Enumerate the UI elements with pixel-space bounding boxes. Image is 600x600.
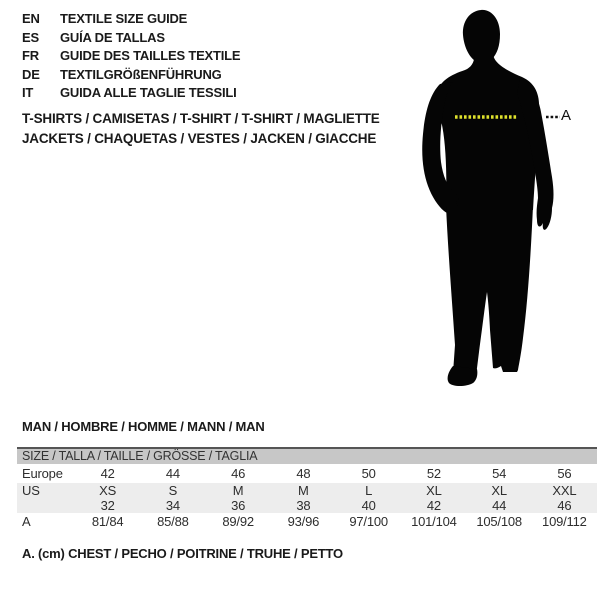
table-row-us [17, 483, 597, 498]
table-row-numeric [17, 498, 597, 513]
row-label: A [22, 513, 31, 529]
table-cell: 89/92 [222, 513, 254, 529]
table-cell: L [365, 483, 373, 498]
language-code: DE [22, 66, 40, 82]
table-cell: 44 [165, 466, 180, 481]
table-cell: M [232, 483, 244, 498]
language-row-en [22, 10, 240, 29]
language-row-de [22, 66, 240, 85]
language-row-it [22, 84, 240, 103]
table-cell: S [168, 483, 178, 498]
size-table [17, 447, 597, 529]
table-cell: 105/108 [476, 513, 522, 529]
category-jackets: JACKETS / CHAQUETAS / VESTES / JACKEN / GIACCHE [22, 131, 377, 146]
table-cell: 101/104 [411, 513, 457, 529]
table-cell: 50 [361, 466, 376, 481]
language-code: ES [22, 29, 39, 45]
table-cell: M [298, 483, 309, 498]
table-cell: 48 [296, 466, 311, 481]
language-code: IT [22, 85, 34, 100]
table-cell: XL [491, 483, 507, 498]
table-cell: XL [426, 483, 442, 498]
table-cell: 109/112 [542, 513, 587, 529]
language-label: GUIDA ALLE TAGLIE TESSILI [60, 85, 237, 100]
category-list [22, 109, 380, 149]
section-title-man: MAN / HOMBRE / HOMME / MANN / MAN [22, 419, 265, 434]
language-label: GUIDE DES TAILLES TEXTILE [60, 48, 241, 63]
language-label: GUÍA DE TALLAS [60, 29, 165, 45]
table-cell: 93/96 [287, 513, 320, 529]
table-cell: 97/100 [349, 513, 388, 529]
table-cell: XS [99, 483, 117, 498]
measure-a-label: A [561, 107, 572, 124]
size-table-header: SIZE / TALLA / TAILLE / GRÖSSE / TAGLIA [17, 449, 597, 464]
table-cell: 81/84 [91, 513, 124, 529]
man-body-shape [422, 10, 553, 386]
table-cell: 32 [100, 498, 115, 513]
row-label: Europe [22, 466, 63, 481]
table-cell: 54 [492, 466, 507, 481]
table-cell: 36 [231, 498, 246, 513]
language-code: FR [22, 48, 39, 63]
language-list [22, 10, 240, 103]
language-label: TEXTILGRÖßENFÜHRUNG [60, 66, 222, 82]
row-label: US [22, 483, 40, 498]
table-cell: 34 [165, 498, 180, 513]
table-row-europe [17, 464, 597, 483]
table-row-chest-cm [17, 513, 597, 529]
table-cell: 52 [426, 466, 441, 481]
table-cell: 40 [361, 498, 376, 513]
man-silhouette [400, 0, 600, 420]
table-cell: 46 [557, 498, 572, 513]
man-silhouette-svg [400, 0, 600, 420]
language-row-fr [22, 47, 240, 66]
table-cell: 42 [100, 466, 115, 481]
language-label: TEXTILE SIZE GUIDE [60, 11, 188, 26]
category-tshirts: T-SHIRTS / CAMISETAS / T-SHIRT / T-SHIRT / MAGLIETTE [22, 111, 380, 126]
language-row-es [22, 29, 240, 48]
language-code: EN [22, 11, 40, 26]
table-cell: 42 [426, 498, 441, 513]
table-cell: XXL [552, 483, 577, 498]
measurement-footnote: A. (cm) CHEST / PECHO / POITRINE / TRUHE / PETTO [22, 546, 343, 561]
table-cell: 85/88 [157, 513, 189, 529]
table-cell: 56 [557, 466, 572, 481]
table-cell: 44 [492, 498, 507, 513]
table-cell: 46 [231, 466, 246, 481]
table-cell: 38 [296, 498, 311, 513]
